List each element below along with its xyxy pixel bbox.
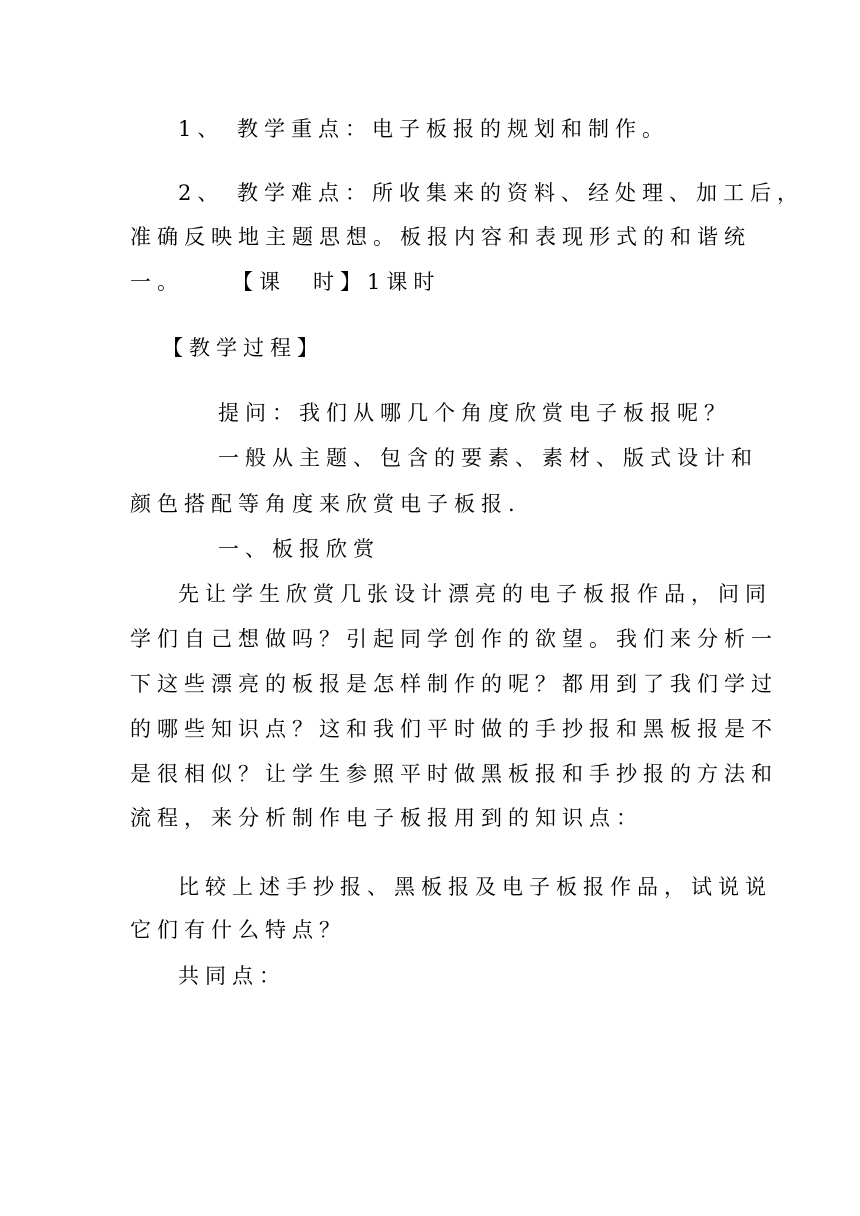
answer-line-2: 颜色搭配等角度来欣赏电子板报. bbox=[130, 492, 521, 516]
paragraph-2-line-2: 它们有什么特点？ bbox=[130, 918, 346, 942]
paragraph-1-line-3: 下这些漂亮的板报是怎样制作的呢？都用到了我们学过 bbox=[130, 672, 778, 696]
answer-line-1: 一般从主题、包含的要素、素材、版式设计和 bbox=[218, 446, 758, 470]
process-heading: 【教学过程】 bbox=[162, 336, 324, 360]
teaching-difficulty-line-2: 准确反映地主题思想。板报内容和表现形式的和谐统 bbox=[130, 225, 751, 249]
teaching-difficulty-line-1: 2、 教学难点：所收集来的资料、经处理、加工后， bbox=[178, 181, 805, 205]
question-line: 提问：我们从哪几个角度欣赏电子板报呢？ bbox=[218, 401, 731, 425]
teaching-focus: 1、 教学重点：电子板报的规划和制作。 bbox=[178, 117, 670, 141]
paragraph-1-line-4: 的哪些知识点？这和我们平时做的手抄报和黑板报是不 bbox=[130, 717, 778, 741]
paragraph-1-line-1: 先让学生欣赏几张设计漂亮的电子板报作品，问同 bbox=[178, 582, 772, 606]
class-hours: 【课 时】1课时 bbox=[232, 270, 441, 294]
paragraph-1-line-2: 学们自己想做吗？引起同学创作的欲望。我们来分析一 bbox=[130, 627, 778, 651]
difficulty-end: 一。 bbox=[130, 270, 184, 294]
paragraph-2-line-1: 比较上述手抄报、黑板报及电子板报作品，试说说 bbox=[178, 875, 772, 899]
teaching-difficulty-line-3 bbox=[130, 267, 440, 297]
paragraph-1-line-6: 流程，来分析制作电子板报用到的知识点： bbox=[130, 806, 643, 830]
paragraph-1-line-5: 是很相似？让学生参照平时做黑板报和手抄报的方法和 bbox=[130, 762, 778, 786]
section-heading-appreciation: 一、板报欣赏 bbox=[218, 537, 380, 561]
common-points-label: 共同点： bbox=[178, 964, 286, 988]
